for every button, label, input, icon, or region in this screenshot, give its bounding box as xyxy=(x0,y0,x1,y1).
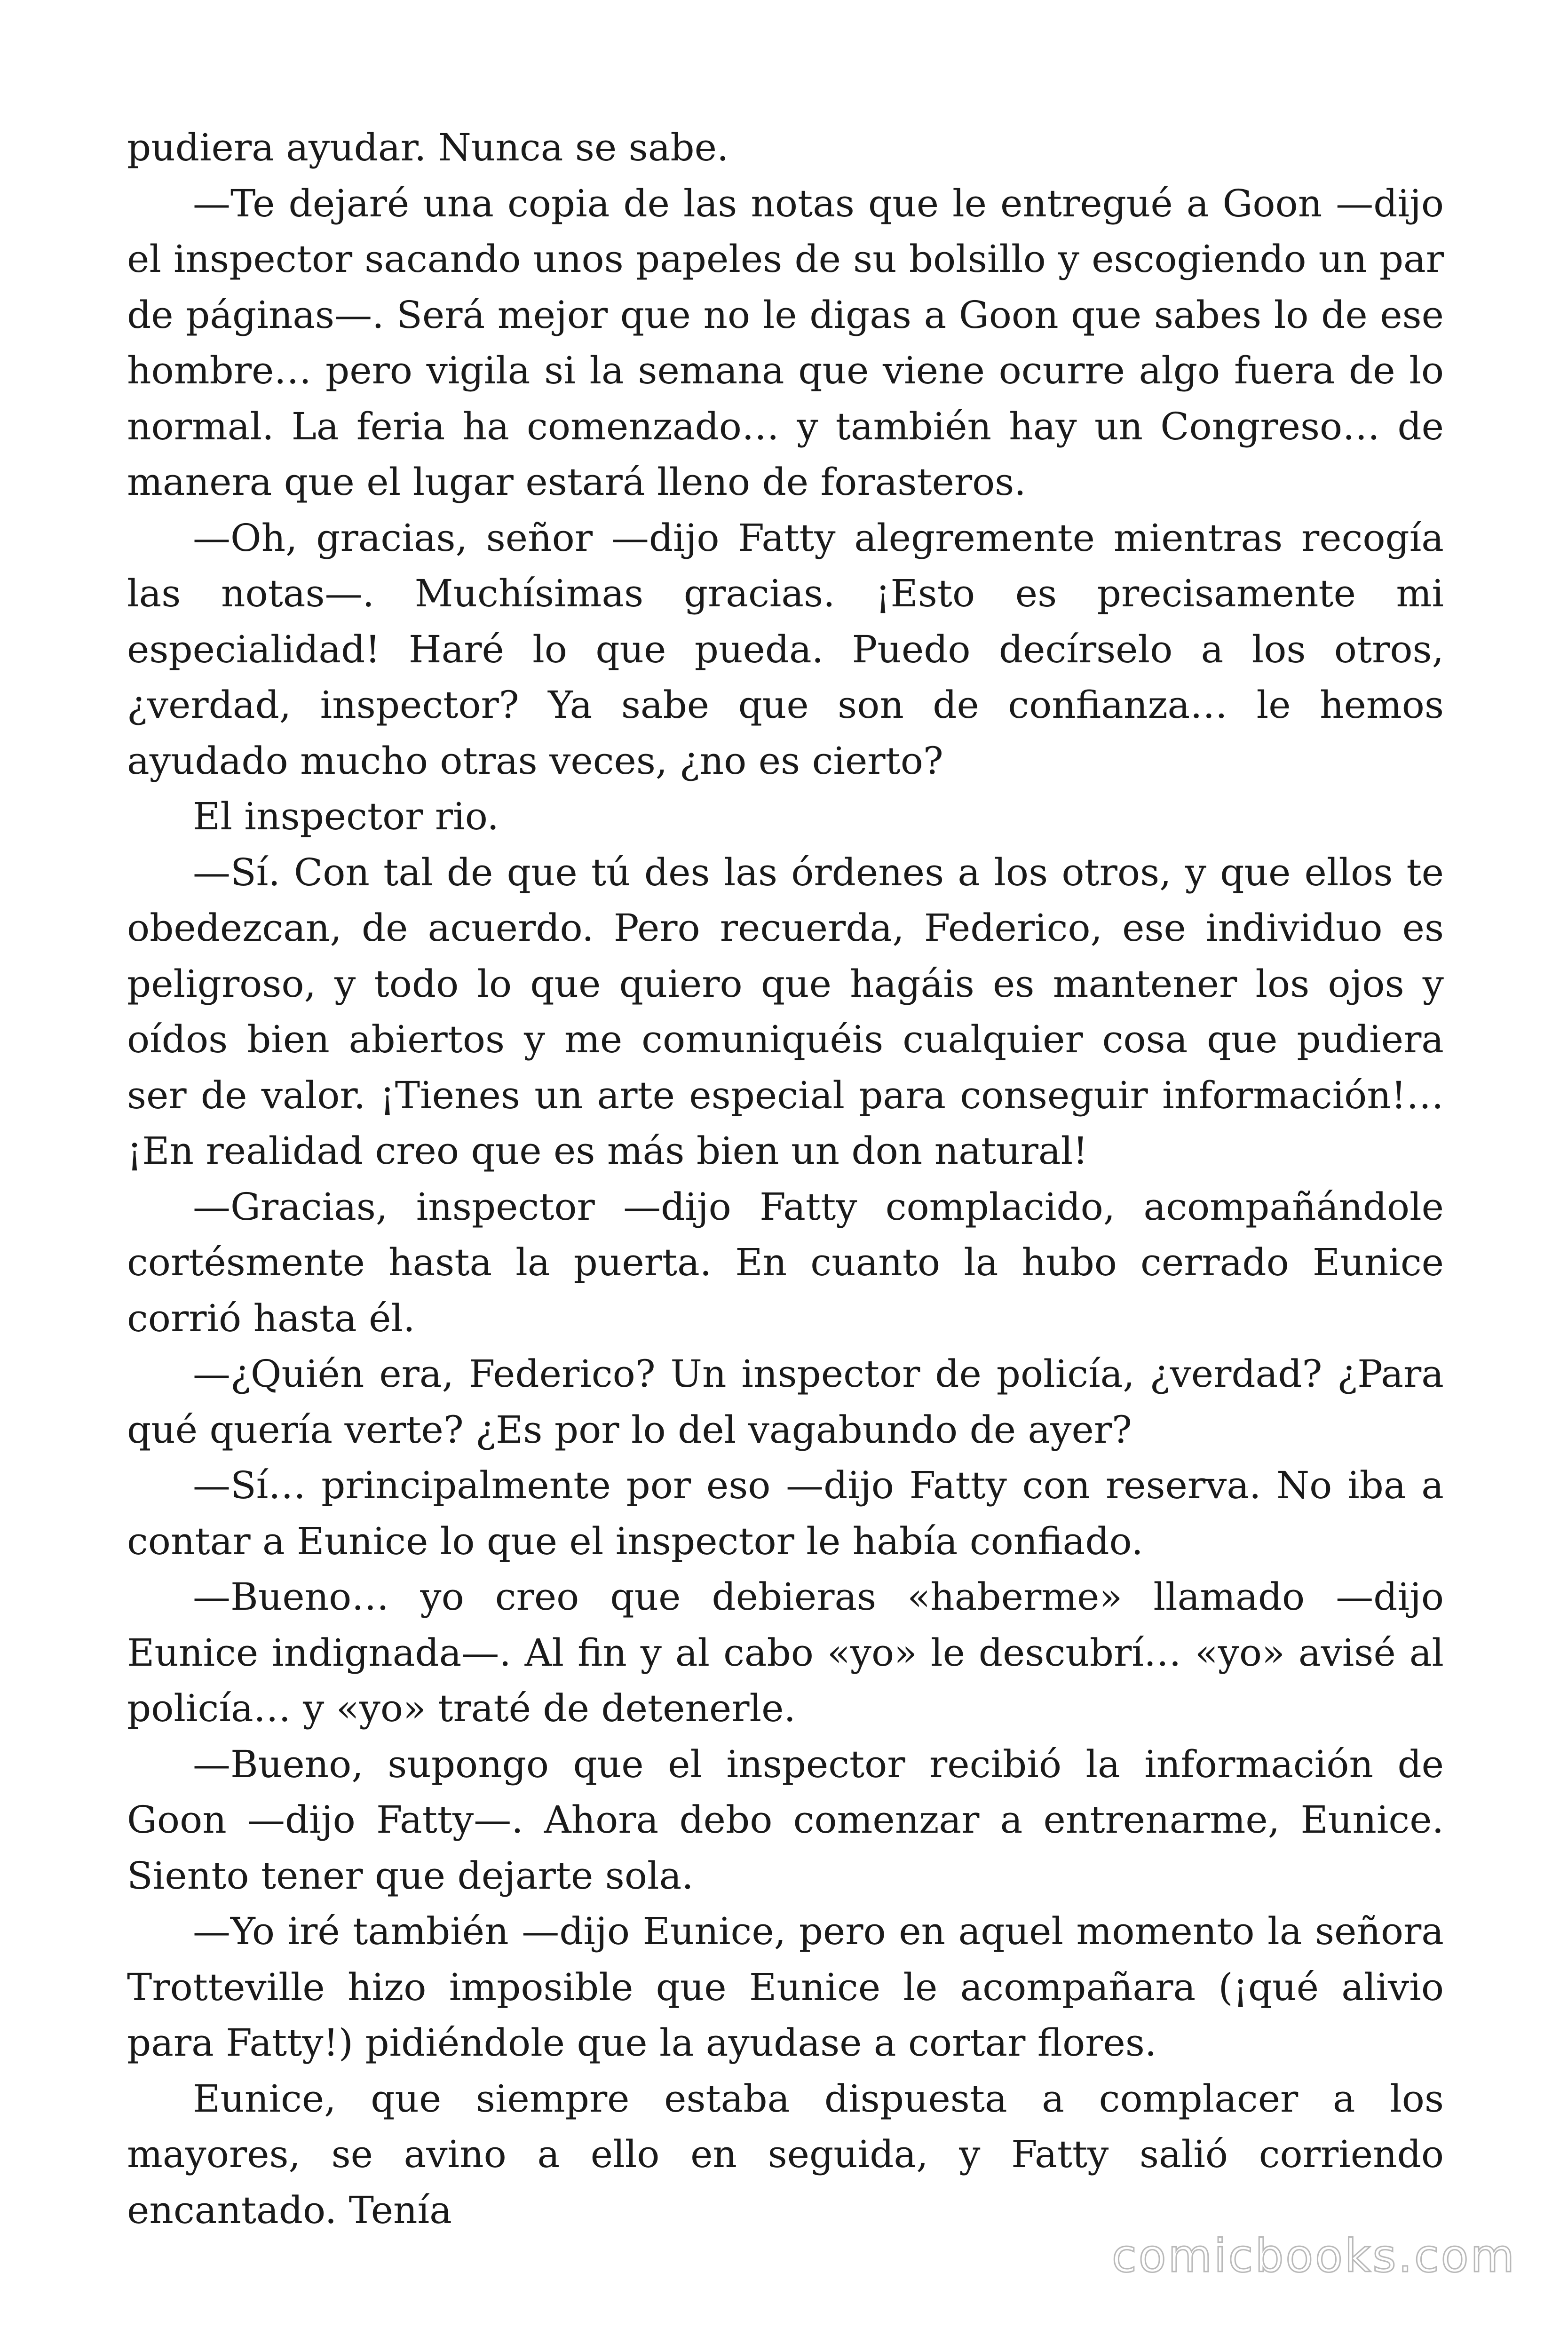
paragraph: —Te dejaré una copia de las notas que le entregué a Goon —dijo el inspector sacando unos papeles de su bolsillo y escogiendo un par de páginas—. Será mejor que no le digas a Goon que sabes lo de ese hombre… pero vigila si la semana que viene ocurre algo fuera de lo normal. La feria ha comenzado… y también hay un Congreso… de manera que el lugar estará lleno de forasteros. xyxy=(127,181,1444,504)
paragraph: —Yo iré también —dijo Eunice, pero en aquel momento la señora Trotteville hizo imposible que Eunice le acompañara (¡qué alivio para Fatty!) pidiéndole que la ayudase a cortar flores. xyxy=(127,1909,1444,2065)
paragraph: El inspector rio. xyxy=(193,795,499,838)
watermark: comicbooks.com xyxy=(1111,2230,1516,2282)
paragraph: Eunice, que siempre estaba dispuesta a complacer a los mayores, se avino a ello en seguida, y Fatty salió corriendo encantado. Tenía xyxy=(127,2076,1444,2232)
page-text xyxy=(127,120,1444,2238)
paragraph: —Bueno, supongo que el inspector recibió la información de Goon —dijo Fatty—. Ahora debo comenzar a entrenarme, Eunice. Siento tener que dejarte sola. xyxy=(127,1742,1444,1898)
paragraph: —Bueno… yo creo que debieras «haberme» llamado —dijo Eunice indignada—. Al fin y al cabo «yo» le descubrí… «yo» avisé al policía… y «yo» traté de detenerle. xyxy=(127,1575,1444,1730)
paragraph: —Sí… principalmente por eso —dijo Fatty con reserva. No iba a contar a Eunice lo que el inspector le había confiado. xyxy=(127,1463,1444,1563)
paragraph-continuation: pudiera ayudar. Nunca se sabe. xyxy=(127,126,729,169)
paragraph: —¿Quién era, Federico? Un inspector de policía, ¿verdad? ¿Para qué quería verte? ¿Es por lo del vagabundo de ayer? xyxy=(127,1352,1444,1452)
paragraph: —Gracias, inspector —dijo Fatty complacido, acompañándole cortésmente hasta la puerta. En cuanto la hubo cerrado Eunice corrió hasta él. xyxy=(127,1184,1444,1340)
paragraph: —Sí. Con tal de que tú des las órdenes a los otros, y que ellos te obedezcan, de acuerdo. Pero recuerda, Federico, ese individuo es peligroso, y todo lo que quiero que hagáis es mantener los ojos y oídos bien abiertos y me comuniquéis cualquier cosa que pudiera ser de valor. ¡Tienes un arte especial para conseguir información!… ¡En realidad creo que es más bien un don natural! xyxy=(127,850,1444,1173)
paragraph: —Oh, gracias, señor —dijo Fatty alegremente mientras recogía las notas—. Muchísimas gracias. ¡Esto es precisamente mi especialidad! Haré lo que pueda. Puedo decírselo a los otros, ¿verdad, inspector? Ya sabe que son de confianza… le hemos ayudado mucho otras veces, ¿no es cierto? xyxy=(127,516,1444,783)
